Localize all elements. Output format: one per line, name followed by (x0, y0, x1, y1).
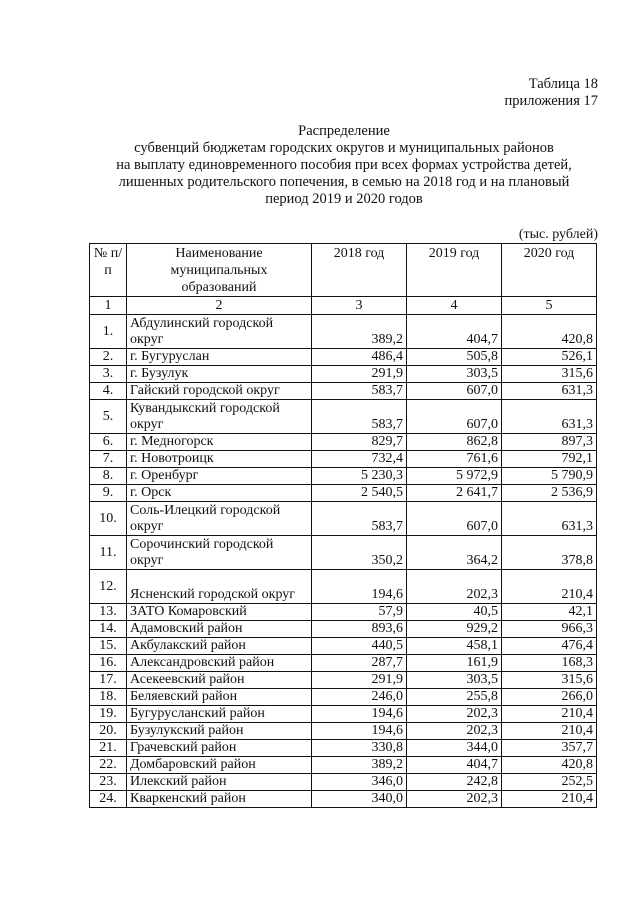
municipality-name: Александровский район (127, 655, 312, 672)
value-2018: 829,7 (312, 434, 407, 451)
municipality-name: Грачевский район (127, 740, 312, 757)
table-row (90, 757, 597, 774)
value-2020: 315,6 (502, 366, 597, 383)
value-2019: 303,5 (407, 672, 502, 689)
municipality-name: Кувандыкский городской округ (127, 400, 312, 434)
value-2018: 583,7 (312, 502, 407, 536)
value-2019: 202,3 (407, 723, 502, 740)
value-2019: 761,6 (407, 451, 502, 468)
municipality-name: Адамовский район (127, 621, 312, 638)
value-2019: 40,5 (407, 604, 502, 621)
municipality-name: ЗАТО Комаровский (127, 604, 312, 621)
row-number: 2. (90, 349, 127, 366)
row-number: 10. (90, 502, 127, 536)
value-2019: 607,0 (407, 400, 502, 434)
value-2020: 5 790,9 (502, 468, 597, 485)
table-number: Таблица 18 (528, 76, 598, 92)
value-2019: 242,8 (407, 774, 502, 791)
table-row (90, 621, 597, 638)
value-2018: 486,4 (312, 349, 407, 366)
value-2020: 526,1 (502, 349, 597, 366)
municipality-name: Сорочинский городской округ (127, 536, 312, 570)
table-row (90, 383, 597, 400)
title-line: на выплату единовременного пособия при всех формах устройства детей, (116, 157, 572, 173)
value-2020: 631,3 (502, 383, 597, 400)
municipality-name: г. Новотроицк (127, 451, 312, 468)
column-header-2020: 2020 год (502, 244, 597, 297)
table-row (90, 791, 597, 808)
title-line: лишенных родительского попечения, в семью на 2018 год и на плановый (118, 174, 570, 190)
table-row (90, 451, 597, 468)
row-number: 4. (90, 383, 127, 400)
row-number: 11. (90, 536, 127, 570)
municipality-name: Беляевский район (127, 689, 312, 706)
row-number: 18. (90, 689, 127, 706)
value-2020: 210,4 (502, 723, 597, 740)
table-row (90, 655, 597, 672)
column-index: 4 (407, 297, 502, 315)
table-header-row (90, 244, 597, 297)
value-2019: 202,3 (407, 706, 502, 723)
value-2018: 330,8 (312, 740, 407, 757)
value-2019: 5 972,9 (407, 468, 502, 485)
value-2020: 252,5 (502, 774, 597, 791)
value-2018: 346,0 (312, 774, 407, 791)
value-2020: 476,4 (502, 638, 597, 655)
municipality-name: г. Орск (127, 485, 312, 502)
value-2020: 168,3 (502, 655, 597, 672)
column-index-row (90, 297, 597, 315)
municipality-name: г. Бугуруслан (127, 349, 312, 366)
value-2020: 420,8 (502, 757, 597, 774)
column-header-2019: 2019 год (407, 244, 502, 297)
value-2018: 194,6 (312, 723, 407, 740)
value-2019: 255,8 (407, 689, 502, 706)
value-2019: 364,2 (407, 536, 502, 570)
municipality-name: г. Бузулук (127, 366, 312, 383)
table-row (90, 400, 597, 434)
document-title (100, 123, 588, 208)
row-number: 21. (90, 740, 127, 757)
table-row (90, 570, 597, 604)
municipality-name: Абдулинский городской округ (127, 315, 312, 349)
table-row (90, 706, 597, 723)
row-number: 6. (90, 434, 127, 451)
municipality-name: Кваркенский район (127, 791, 312, 808)
table-row (90, 672, 597, 689)
table-row (90, 723, 597, 740)
value-2019: 505,8 (407, 349, 502, 366)
value-2018: 57,9 (312, 604, 407, 621)
row-number: 22. (90, 757, 127, 774)
value-2019: 161,9 (407, 655, 502, 672)
table-row (90, 468, 597, 485)
value-2019: 862,8 (407, 434, 502, 451)
table-row (90, 366, 597, 383)
value-2020: 966,3 (502, 621, 597, 638)
units-label: (тыс. рублей) (518, 227, 598, 242)
row-number: 14. (90, 621, 127, 638)
value-2018: 583,7 (312, 383, 407, 400)
column-header-name: Наименование муниципальных образований (127, 244, 312, 297)
value-2019: 607,0 (407, 502, 502, 536)
table-row (90, 604, 597, 621)
table-row (90, 315, 597, 349)
table-row (90, 434, 597, 451)
title-line: период 2019 и 2020 годов (265, 191, 423, 207)
value-2018: 287,7 (312, 655, 407, 672)
value-2018: 440,5 (312, 638, 407, 655)
table-body (90, 315, 597, 808)
value-2018: 194,6 (312, 570, 407, 604)
column-header-number: № п/п (90, 244, 127, 297)
value-2019: 202,3 (407, 570, 502, 604)
column-index: 3 (312, 297, 407, 315)
title-line: субвенций бюджетам городских округов и муниципальных районов (134, 140, 554, 156)
title-line: Распределение (298, 123, 390, 139)
column-header-2018: 2018 год (312, 244, 407, 297)
municipality-name: Бугурусланский район (127, 706, 312, 723)
column-index: 5 (502, 297, 597, 315)
value-2018: 340,0 (312, 791, 407, 808)
municipality-name: г. Оренбург (127, 468, 312, 485)
row-number: 13. (90, 604, 127, 621)
value-2018: 5 230,3 (312, 468, 407, 485)
value-2019: 344,0 (407, 740, 502, 757)
table-row (90, 349, 597, 366)
value-2019: 929,2 (407, 621, 502, 638)
value-2020: 357,7 (502, 740, 597, 757)
table-row (90, 638, 597, 655)
appendix-number: приложения 17 (504, 93, 598, 109)
municipality-name: Илекский район (127, 774, 312, 791)
municipality-name: г. Медногорск (127, 434, 312, 451)
table-reference (505, 76, 598, 110)
value-2019: 303,5 (407, 366, 502, 383)
row-number: 9. (90, 485, 127, 502)
municipality-name: Акбулакский район (127, 638, 312, 655)
row-number: 7. (90, 451, 127, 468)
row-number: 1. (90, 315, 127, 349)
municipality-name: Ясненский городской округ (127, 570, 312, 604)
value-2020: 210,4 (502, 706, 597, 723)
municipality-name: Домбаровский район (127, 757, 312, 774)
row-number: 17. (90, 672, 127, 689)
value-2018: 350,2 (312, 536, 407, 570)
row-number: 24. (90, 791, 127, 808)
value-2018: 291,9 (312, 366, 407, 383)
municipality-name: Гайский городской округ (127, 383, 312, 400)
table-row (90, 485, 597, 502)
row-number: 15. (90, 638, 127, 655)
value-2018: 246,0 (312, 689, 407, 706)
value-2020: 792,1 (502, 451, 597, 468)
value-2018: 389,2 (312, 757, 407, 774)
value-2018: 194,6 (312, 706, 407, 723)
row-number: 16. (90, 655, 127, 672)
value-2019: 404,7 (407, 315, 502, 349)
value-2020: 266,0 (502, 689, 597, 706)
column-index: 2 (127, 297, 312, 315)
column-index: 1 (90, 297, 127, 315)
value-2018: 2 540,5 (312, 485, 407, 502)
value-2018: 893,6 (312, 621, 407, 638)
value-2019: 2 641,7 (407, 485, 502, 502)
value-2020: 210,4 (502, 791, 597, 808)
row-number: 23. (90, 774, 127, 791)
municipality-name: Асекеевский район (127, 672, 312, 689)
municipality-name: Бузулукский район (127, 723, 312, 740)
value-2018: 583,7 (312, 400, 407, 434)
municipality-name: Соль-Илецкий городской округ (127, 502, 312, 536)
value-2018: 732,4 (312, 451, 407, 468)
value-2020: 42,1 (502, 604, 597, 621)
row-number: 5. (90, 400, 127, 434)
value-2018: 291,9 (312, 672, 407, 689)
table-row (90, 689, 597, 706)
table-row (90, 774, 597, 791)
value-2020: 631,3 (502, 400, 597, 434)
value-2019: 607,0 (407, 383, 502, 400)
row-number: 12. (90, 570, 127, 604)
table-row (90, 536, 597, 570)
value-2020: 2 536,9 (502, 485, 597, 502)
table-row (90, 502, 597, 536)
value-2019: 458,1 (407, 638, 502, 655)
value-2020: 210,4 (502, 570, 597, 604)
distribution-table (89, 243, 597, 808)
value-2018: 389,2 (312, 315, 407, 349)
row-number: 8. (90, 468, 127, 485)
value-2019: 404,7 (407, 757, 502, 774)
value-2019: 202,3 (407, 791, 502, 808)
value-2020: 315,6 (502, 672, 597, 689)
row-number: 19. (90, 706, 127, 723)
table-row (90, 740, 597, 757)
value-2020: 897,3 (502, 434, 597, 451)
row-number: 20. (90, 723, 127, 740)
row-number: 3. (90, 366, 127, 383)
value-2020: 378,8 (502, 536, 597, 570)
value-2020: 420,8 (502, 315, 597, 349)
value-2020: 631,3 (502, 502, 597, 536)
